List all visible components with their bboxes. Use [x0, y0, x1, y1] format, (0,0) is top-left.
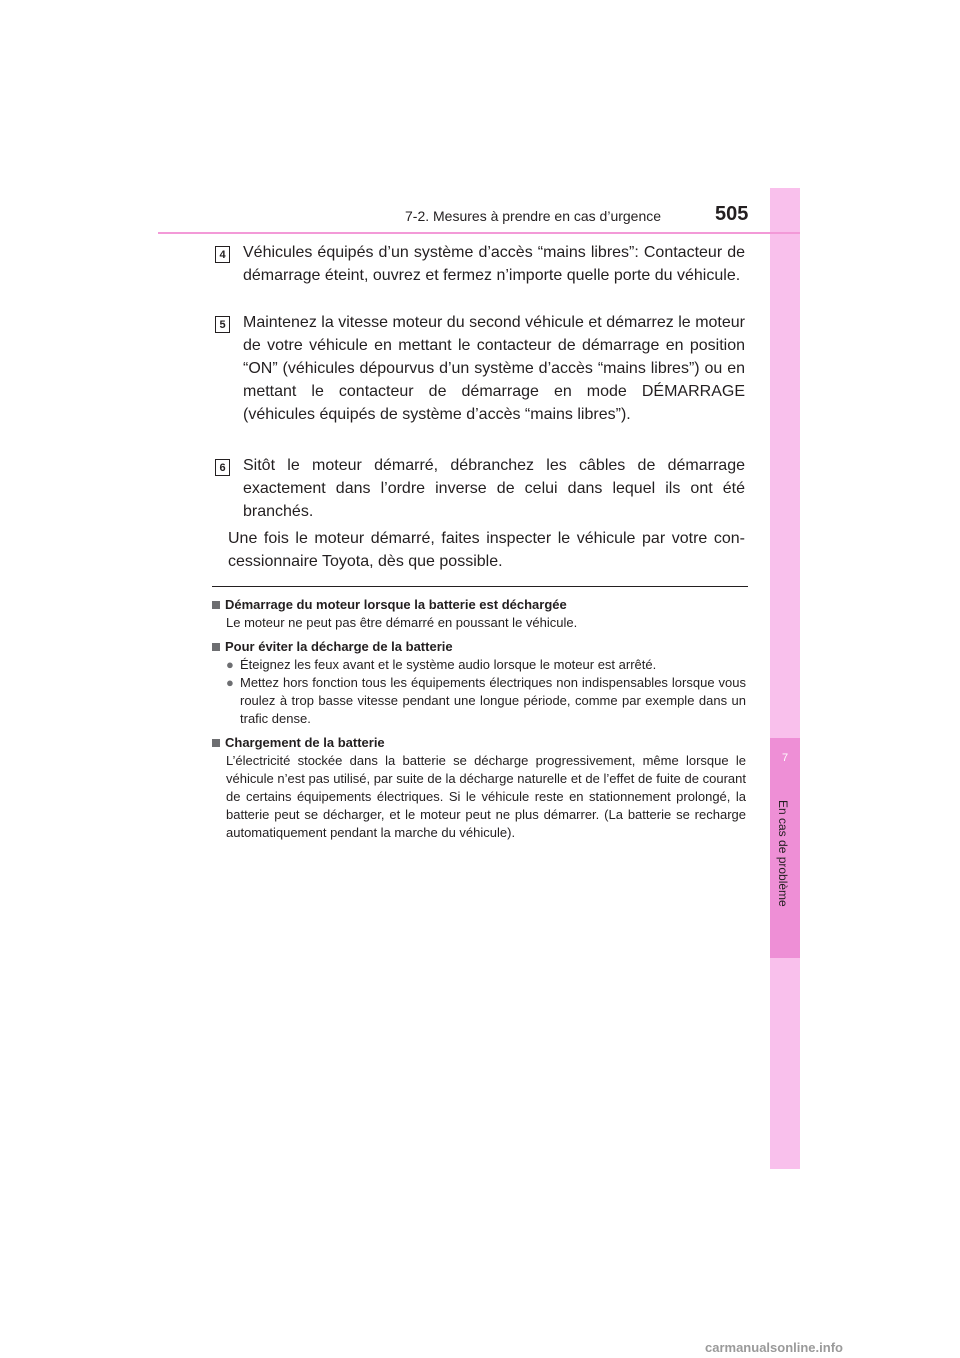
- list-item: [226, 656, 746, 674]
- step-5: [215, 311, 745, 426]
- square-bullet-icon: [212, 643, 220, 651]
- chapter-number: 7: [781, 752, 789, 764]
- note-heading: [212, 596, 746, 614]
- square-bullet-icon: [212, 739, 220, 747]
- list-item: [226, 674, 746, 728]
- summary-paragraph: Une fois le moteur démarré, faites inspecter le véhicule par votre con-cessionnaire Toyota, dès que possible.: [228, 530, 745, 570]
- note-heading: [212, 638, 746, 656]
- note-block: [212, 638, 746, 728]
- square-bullet-icon: [212, 601, 220, 609]
- page-number: 505: [715, 203, 749, 225]
- side-strip: [770, 188, 800, 1169]
- note-block: [212, 734, 746, 842]
- circle-bullet-icon: ●: [226, 675, 234, 690]
- step-text: Sitôt le moteur démarré, débranchez les câbles de démarrage exactement dans l’ordre inverse de celui dans lequel ils ont été branchés.: [243, 457, 745, 520]
- note-bullets: [226, 656, 746, 728]
- step-number-badge: 4: [215, 246, 230, 263]
- bullet-text: Éteignez les feux avant et le système audio lorsque le moteur est arrêté.: [240, 657, 657, 672]
- notes-section: [212, 596, 746, 848]
- step-number-badge: 5: [215, 316, 230, 333]
- step-6: [215, 454, 745, 523]
- chapter-label: En cas de problème: [776, 800, 790, 907]
- note-heading: [212, 734, 746, 752]
- header-rule: [158, 232, 800, 234]
- circle-bullet-icon: ●: [226, 657, 234, 672]
- note-heading-text: Chargement de la batterie: [225, 735, 385, 750]
- step-text: Maintenez la vitesse moteur du second véhicule et démarrez le moteur de votre véhicule en mettant le contacteur de démarrage en position “ON” (véhicules dépourvus d’un système d’accès “mains libres”) ou en mettant le contacteur de démarrage en mode DÉMARRAGE (véhicules équipés de système d’accès “mains libres”).: [243, 314, 745, 423]
- step-4: [215, 241, 745, 287]
- step-text: Véhicules équipés d’un système d’accès “mains libres”: Contacteur de démarrage éteint, ouvrez et fermez n’importe quelle porte du véhicule.: [243, 244, 745, 284]
- note-text: Le moteur ne peut pas être démarré en poussant le véhicule.: [226, 615, 578, 630]
- note-heading-text: Pour éviter la décharge de la batterie: [225, 639, 453, 654]
- section-title: 7-2. Mesures à prendre en cas d’urgence: [405, 208, 662, 224]
- step-number-badge: 6: [215, 459, 230, 476]
- notes-divider: [212, 586, 748, 587]
- bullet-text: Mettez hors fonction tous les équipements électriques non indispensables lorsque vous roulez à trop basse vitesse pendant une longue période, comme par exemple dans un trafic dense.: [240, 675, 746, 726]
- note-block: [212, 596, 746, 632]
- note-heading-text: Démarrage du moteur lorsque la batterie est déchargée: [225, 597, 567, 612]
- watermark-link[interactable]: carmanualsonline.info: [705, 1340, 843, 1355]
- note-text: L’électricité stockée dans la batterie se décharge progressivement, même lorsque le véhicule n’est pas utilisé, par suite de la décharge naturelle et de l’effet de fuite de courant de certains équipements électriques. Si le véhicule reste en stationnement prolongé, la batterie peut se décharger, et le moteur peut ne plus démarrer. (La batterie se recharge automatiquement pendant la marche du véhicule).: [226, 753, 746, 840]
